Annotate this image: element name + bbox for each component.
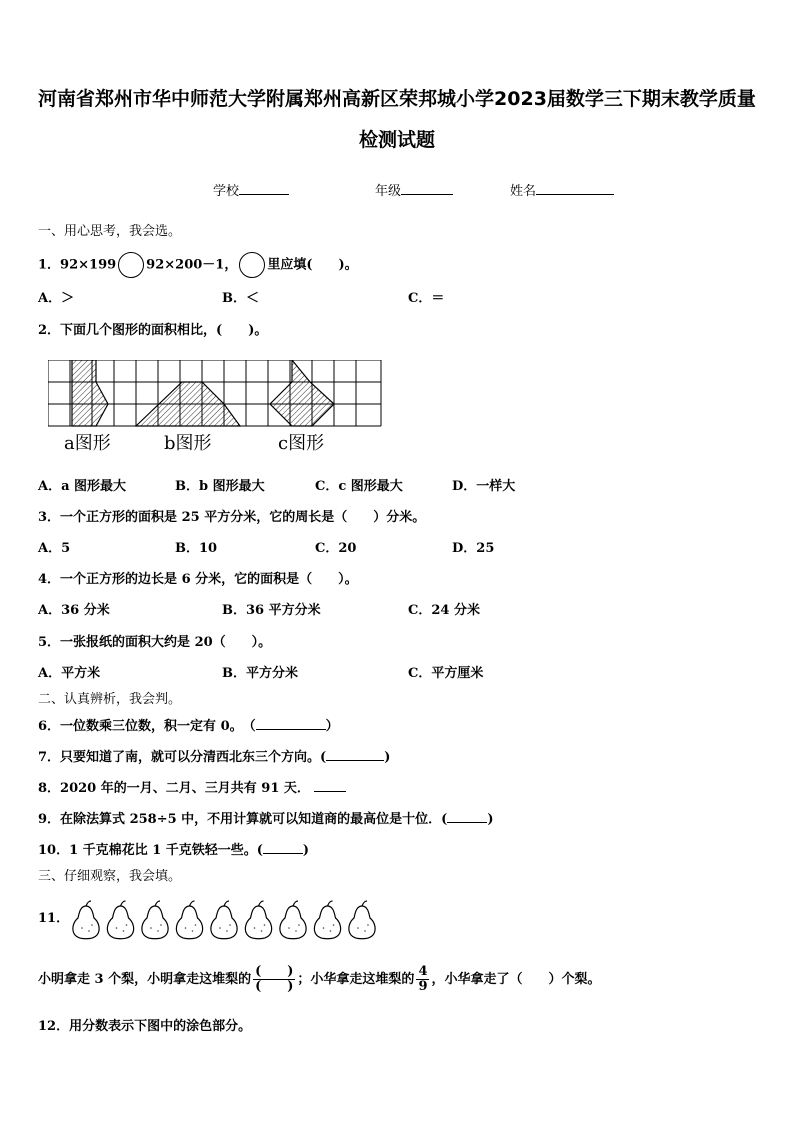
question-12: 12．用分数表示下图中的涂色部分。 bbox=[38, 1019, 252, 1034]
grade-blank[interactable] bbox=[401, 182, 453, 195]
section1-heading: 一、用心思考，我会选。 bbox=[38, 224, 182, 239]
pear-icon bbox=[73, 901, 99, 939]
answer-blank[interactable] bbox=[263, 841, 303, 854]
q7-end: ) bbox=[384, 750, 391, 765]
q5-option-c[interactable]: C．平方厘米 bbox=[408, 666, 484, 681]
q9-text: 9．在除法算式 258÷5 中，不用计算就可以知道商的最高位是十位．( bbox=[38, 812, 448, 827]
q5-option-b[interactable]: B．平方分米 bbox=[222, 666, 298, 681]
pear-icon bbox=[245, 901, 271, 939]
q4-option-b[interactable]: B．36 平方分米 bbox=[222, 603, 321, 618]
answer-blank[interactable] bbox=[447, 810, 487, 823]
question-2: 2．下面几个图形的面积相比，( )。 bbox=[38, 323, 268, 338]
answer-blank[interactable] bbox=[314, 779, 346, 792]
pear-icon bbox=[211, 901, 237, 939]
school-field bbox=[213, 180, 289, 199]
name-label: 姓名 bbox=[510, 184, 537, 199]
question-9 bbox=[38, 810, 493, 829]
pear-icon bbox=[107, 901, 133, 939]
q8-text: 8．2020 年的一月、二月、三月共有 91 天． bbox=[38, 781, 310, 796]
name-field bbox=[510, 180, 614, 199]
q2-option-b[interactable]: B．b 图形最大 bbox=[175, 479, 265, 494]
pear-icon bbox=[280, 901, 306, 939]
q1-part3: 里应填( )。 bbox=[267, 257, 358, 273]
q11-text1: 小明拿走 3 个梨，小明拿走这堆梨的 bbox=[38, 972, 252, 987]
q2-option-a[interactable]: A．a 图形最大 bbox=[38, 479, 127, 494]
q4-option-a[interactable]: A．36 分米 bbox=[38, 603, 110, 618]
frac-num: 4 bbox=[418, 964, 428, 979]
q1-option-c[interactable]: C．＝ bbox=[408, 291, 445, 306]
school-label: 学校 bbox=[213, 184, 240, 199]
answer-blank[interactable] bbox=[326, 748, 384, 761]
q1-part2: 92×200－1， bbox=[146, 257, 238, 273]
fraction-4-9 bbox=[416, 965, 429, 994]
school-blank[interactable] bbox=[239, 182, 289, 195]
q3-option-c[interactable]: C．20 bbox=[315, 541, 357, 556]
question-1 bbox=[38, 252, 358, 279]
question-3: 3．一个正方形的面积是 25 平方分米，它的周长是（ ）分米。 bbox=[38, 510, 426, 525]
q2-option-c[interactable]: C．c 图形最大 bbox=[315, 479, 403, 494]
answer-blank[interactable] bbox=[256, 717, 326, 730]
grade-label: 年级 bbox=[375, 184, 402, 199]
pear-icon bbox=[142, 901, 168, 939]
q9-end: ) bbox=[487, 812, 494, 827]
answer-circle[interactable] bbox=[118, 252, 144, 278]
c-shape bbox=[270, 360, 334, 426]
fig-label-a: a图形 bbox=[64, 433, 111, 454]
grid-figure bbox=[48, 360, 383, 455]
q3-option-b[interactable]: B．10 bbox=[175, 541, 218, 556]
q1-option-a[interactable]: A．＞ bbox=[38, 291, 75, 306]
q3-option-a[interactable]: A．5 bbox=[38, 541, 71, 556]
question-10 bbox=[38, 841, 309, 860]
q11-text2: ；小华拿走这堆梨的 bbox=[297, 972, 415, 987]
q1-option-b[interactable]: B．＜ bbox=[222, 291, 259, 306]
question-8 bbox=[38, 779, 346, 798]
pear-icon bbox=[314, 901, 340, 939]
pear-row bbox=[70, 900, 382, 942]
question-6 bbox=[38, 717, 339, 736]
question-4: 4．一个正方形的边长是 6 分米，它的面积是（ ）。 bbox=[38, 572, 358, 587]
q1-part1: 1．92×199 bbox=[38, 257, 117, 273]
fig-label-c: c图形 bbox=[278, 433, 325, 454]
fig-label-b: b图形 bbox=[164, 433, 212, 454]
q7-text: 7．只要知道了南，就可以分清西北东三个方向。( bbox=[38, 750, 327, 765]
fraction-blank[interactable]: $\frac{( )}{( )}$ bbox=[255, 964, 294, 994]
page-title-line2: 检测试题 bbox=[358, 129, 435, 151]
q10-end: ) bbox=[302, 843, 310, 858]
pear-icon bbox=[176, 901, 202, 939]
frac-den: 9 bbox=[418, 979, 428, 994]
q6-text: 6．一位数乘三位数，积一定有 0。 （ bbox=[38, 719, 256, 734]
q6-end: ） bbox=[325, 719, 339, 734]
question-11-text bbox=[38, 960, 601, 1000]
section2-heading: 二、认真辨析，我会判。 bbox=[38, 692, 182, 707]
pear-icon bbox=[349, 901, 375, 939]
question-5: 5．一张报纸的面积大约是 20（ ）。 bbox=[38, 635, 272, 650]
q2-option-d[interactable]: D．一样大 bbox=[452, 479, 516, 494]
q11-label: 11． bbox=[38, 911, 70, 926]
page-title: 河南省郑州市华中师范大学附属郑州高新区荣邦城小学2023届数学三下期末教学质量 bbox=[38, 88, 756, 110]
name-blank[interactable] bbox=[536, 182, 614, 195]
q5-option-a[interactable]: A．平方米 bbox=[38, 666, 101, 681]
q4-option-c[interactable]: C．24 分米 bbox=[408, 603, 480, 618]
q3-option-d[interactable]: D．25 bbox=[452, 541, 495, 556]
q11-text3: ，小华拿走了（ ）个梨。 bbox=[431, 972, 601, 987]
answer-circle[interactable] bbox=[239, 252, 265, 278]
question-7 bbox=[38, 748, 390, 767]
grade-field bbox=[375, 180, 453, 199]
section3-heading: 三、仔细观察，我会填。 bbox=[38, 869, 182, 884]
q10-text: 10．1 千克棉花比 1 千克铁轻一些。( bbox=[38, 843, 263, 858]
